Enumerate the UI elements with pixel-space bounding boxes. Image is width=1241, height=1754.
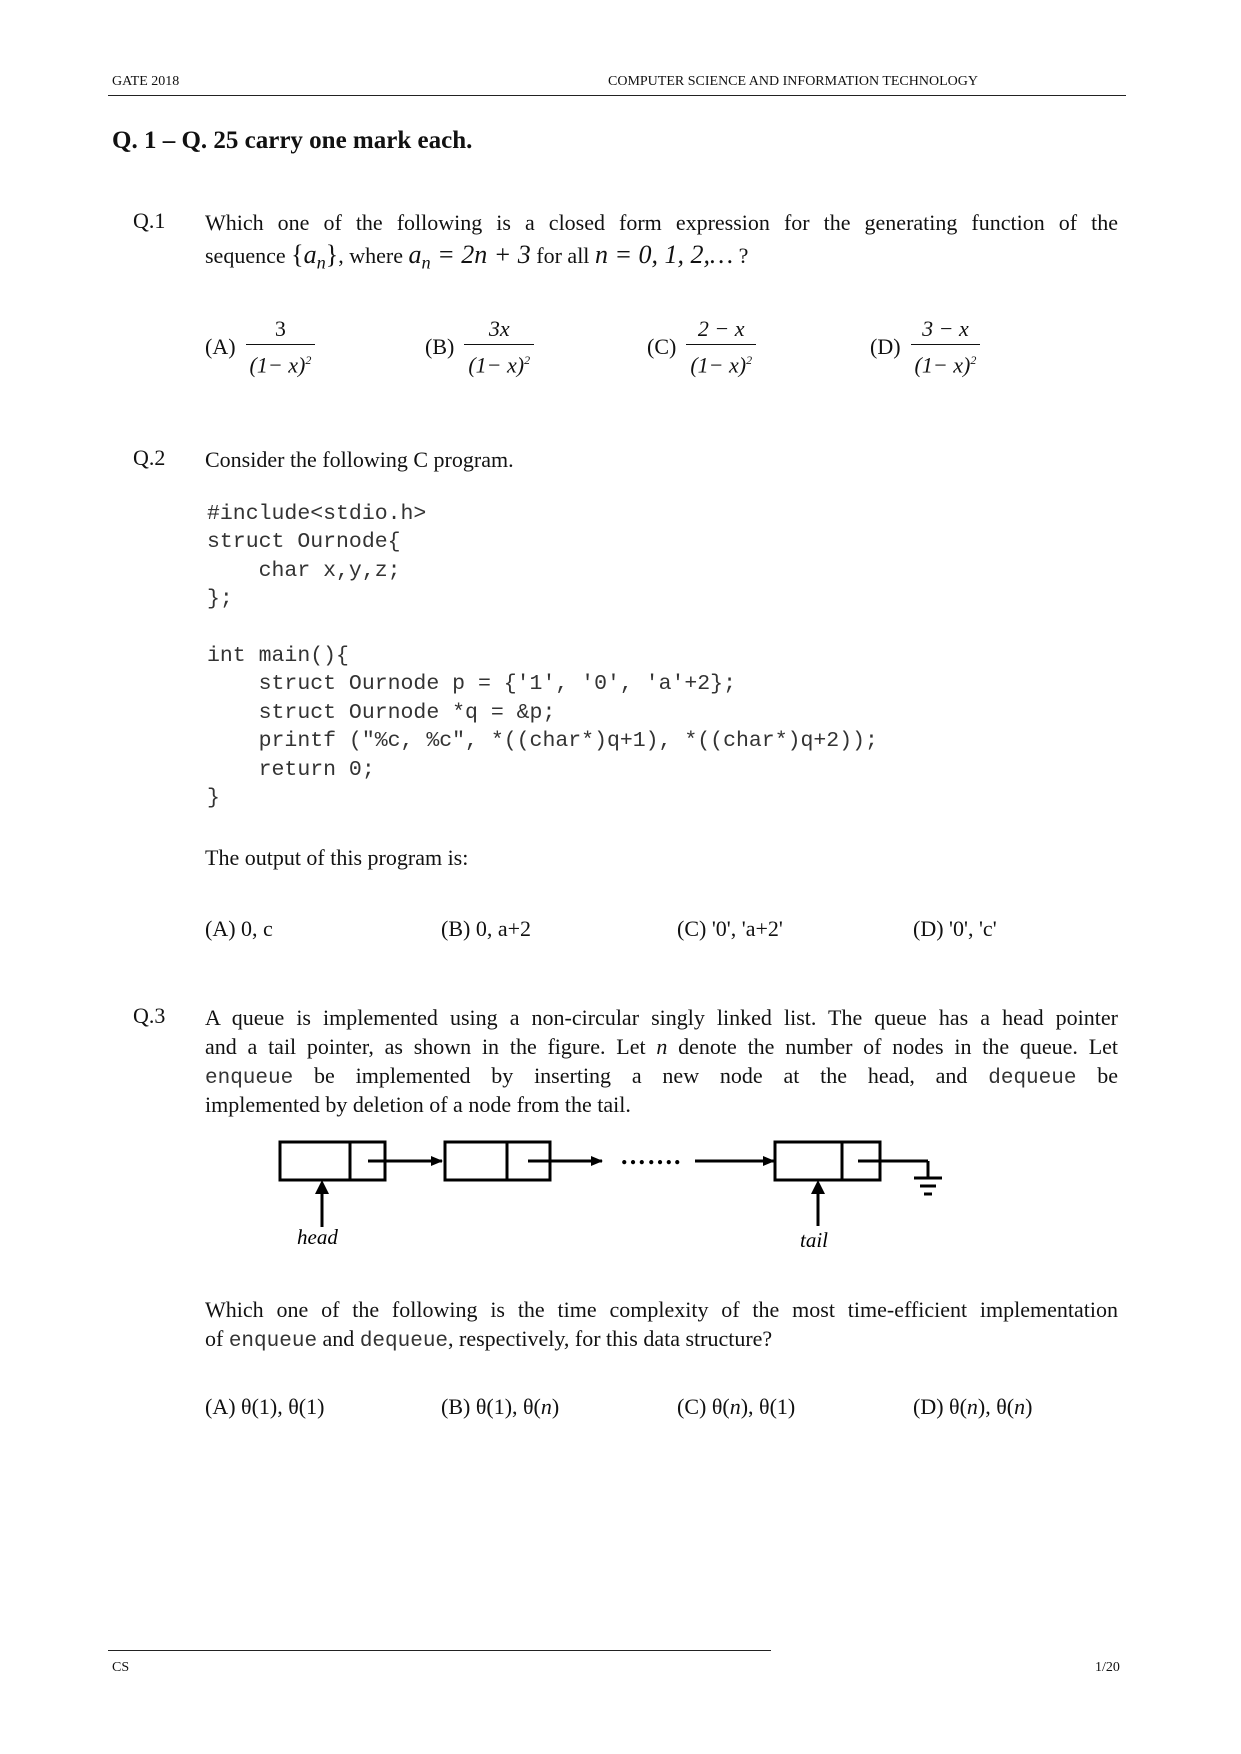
q3-option-d-label: (D) θ(: [913, 1394, 967, 1419]
q1-option-b-label: (B): [425, 334, 455, 360]
q3-option-b[interactable]: [441, 1394, 559, 1420]
q1-brace-open: {: [291, 240, 304, 269]
q3-option-b-close: ): [551, 1394, 560, 1419]
q1-line2: [205, 240, 748, 277]
q3-option-b-label: (B) θ(1), θ(: [441, 1394, 541, 1419]
q2-option-c[interactable]: (C) '0', 'a+2': [677, 916, 783, 941]
q3-option-a-label: (A) θ(1), θ(1): [205, 1394, 325, 1419]
null-ground-icon: [858, 1161, 942, 1194]
q2-option-a[interactable]: (A) 0, c: [205, 916, 273, 941]
q2-option-d[interactable]: (D) '0', 'c': [913, 916, 997, 941]
q1-option-d-label: (D): [870, 334, 901, 360]
q1-option-a-den: (1− x): [249, 352, 306, 378]
q3-line3-mid: be implemented by inserting a new node at the head, and: [314, 1063, 968, 1088]
q2-number: Q.2: [133, 445, 166, 470]
q3-line2: [205, 1032, 1118, 1061]
q3-option-d-close: ): [1025, 1394, 1033, 1419]
q3-option-c[interactable]: [677, 1394, 795, 1420]
q1-option-c-den: (1− x): [690, 352, 747, 378]
q1-an-eq: = 2n + 3: [430, 240, 531, 269]
q3-option-c-n: n: [729, 1394, 741, 1419]
q1-option-d-num: 3 − x: [922, 316, 969, 341]
q3-line4: implemented by deletion of a node from the tail.: [205, 1092, 631, 1117]
q1-option-c-num: 2 − x: [697, 316, 745, 341]
q3-line2-b: denote the number of nodes in the queue. Let: [678, 1034, 1119, 1059]
q3-line2-a: and a tail pointer, as shown in the figure. Let: [205, 1034, 646, 1059]
q1-option-c-label: (C): [647, 334, 677, 360]
q1-option-b-den: (1− x): [468, 352, 525, 378]
q3-follow-end: , respectively, for this data structure?: [448, 1326, 773, 1351]
q2-code-block: #include<stdio.h> struct Ournode{ char x,y,z; }; int main(){ struct Ournode p = {'1', '0', 'a'+2}; struct Ournode *q = &p; printf ("%c, %c", *((char*)q+1), *((char*)q+2)); return 0; }: [207, 502, 878, 811]
q3-follow-and: and: [322, 1326, 355, 1351]
q1-option-c-fraction: [686, 316, 756, 378]
q3-option-a[interactable]: [205, 1394, 324, 1420]
q1-option-d-den: (1− x): [914, 352, 971, 378]
q1-seq-word: sequence: [205, 243, 286, 268]
q3-linked-list-figure: [270, 1130, 970, 1255]
ellipsis-dots: …….: [620, 1141, 682, 1170]
q3-line3-end: be: [1097, 1063, 1119, 1088]
head-pointer-arrow: [315, 1180, 329, 1227]
q1-seq-a: a: [303, 240, 317, 269]
q1-an-a: a: [408, 240, 422, 269]
q3-option-c-label: (C) θ(: [677, 1394, 730, 1419]
tail-label: tail: [800, 1228, 829, 1252]
q1-option-a[interactable]: [205, 316, 315, 378]
q1-option-d[interactable]: [870, 316, 980, 378]
q1-option-a-fraction: [246, 316, 316, 378]
q1-option-b-exp: 2: [524, 353, 531, 367]
footer-page-number: 1/20: [1095, 1660, 1120, 1675]
q3-option-d-mid: ), θ(: [977, 1394, 1015, 1419]
q2-option-b[interactable]: (B) 0, a+2: [441, 916, 531, 941]
q1-option-c[interactable]: [647, 316, 756, 378]
q1-option-a-label: (A): [205, 334, 236, 360]
q1-option-d-exp: 2: [970, 353, 977, 367]
q1-option-a-num: 3: [274, 316, 286, 341]
q1-seq-sub: n: [316, 252, 326, 273]
header-exam: GATE 2018: [112, 74, 180, 89]
q1-option-b-num: 3x: [488, 316, 510, 341]
q1-where: , where: [338, 243, 404, 268]
q1-option-b[interactable]: [425, 316, 534, 378]
q3-number: Q.3: [133, 1003, 166, 1028]
q3-follow-dequeue: dequeue: [359, 1330, 449, 1353]
q1-an-sub: n: [421, 252, 431, 273]
q3-line2-n: n: [656, 1034, 668, 1059]
q3-dequeue-code: dequeue: [988, 1067, 1077, 1090]
q3-option-d-n: n: [966, 1394, 978, 1419]
footer-code: CS: [112, 1660, 130, 1675]
q3-option-c-mid: ), θ(1): [740, 1394, 796, 1419]
footer-rule: [108, 1650, 771, 1651]
q3-option-d[interactable]: [913, 1394, 1032, 1420]
section-title: Q. 1 – Q. 25 carry one mark each.: [112, 127, 473, 154]
q1-option-a-exp: 2: [305, 353, 312, 367]
q3-follow-of: of: [205, 1326, 224, 1351]
q1-for-all: for all: [536, 243, 590, 268]
q2-output-question: The output of this program is:: [205, 845, 469, 870]
q1-question-mark: ?: [738, 243, 749, 268]
header-rule: [108, 95, 1126, 96]
q3-follow-line1: Which one of the following is the time complexity of the most time-efficient implementation: [205, 1297, 1118, 1322]
q3-line3: [205, 1061, 1118, 1093]
header-subject: COMPUTER SCIENCE AND INFORMATION TECHNOLOGY: [608, 74, 978, 89]
q1-option-b-fraction: [464, 316, 534, 378]
q3-option-b-n: n: [540, 1394, 552, 1419]
q3-follow-line2: [205, 1324, 772, 1356]
q2-intro: Consider the following C program.: [205, 447, 514, 472]
head-label: head: [297, 1225, 338, 1249]
q1-line1: Which one of the following is a closed form expression for the generating function of the: [205, 210, 1118, 235]
q1-option-c-exp: 2: [746, 353, 753, 367]
q1-brace-close: }: [325, 240, 339, 269]
q3-line1: A queue is implemented using a non-circular singly linked list. The queue has a head pointer: [205, 1005, 1118, 1030]
q3-option-d-n2: n: [1014, 1394, 1026, 1419]
q3-follow-enqueue: enqueue: [228, 1330, 318, 1353]
q1-n-range: n = 0, 1, 2,…: [594, 240, 734, 269]
q1-number: Q.1: [133, 208, 166, 233]
tail-pointer-arrow: [811, 1180, 825, 1226]
q3-enqueue-code: enqueue: [205, 1067, 294, 1090]
q1-option-d-fraction: [911, 316, 981, 378]
